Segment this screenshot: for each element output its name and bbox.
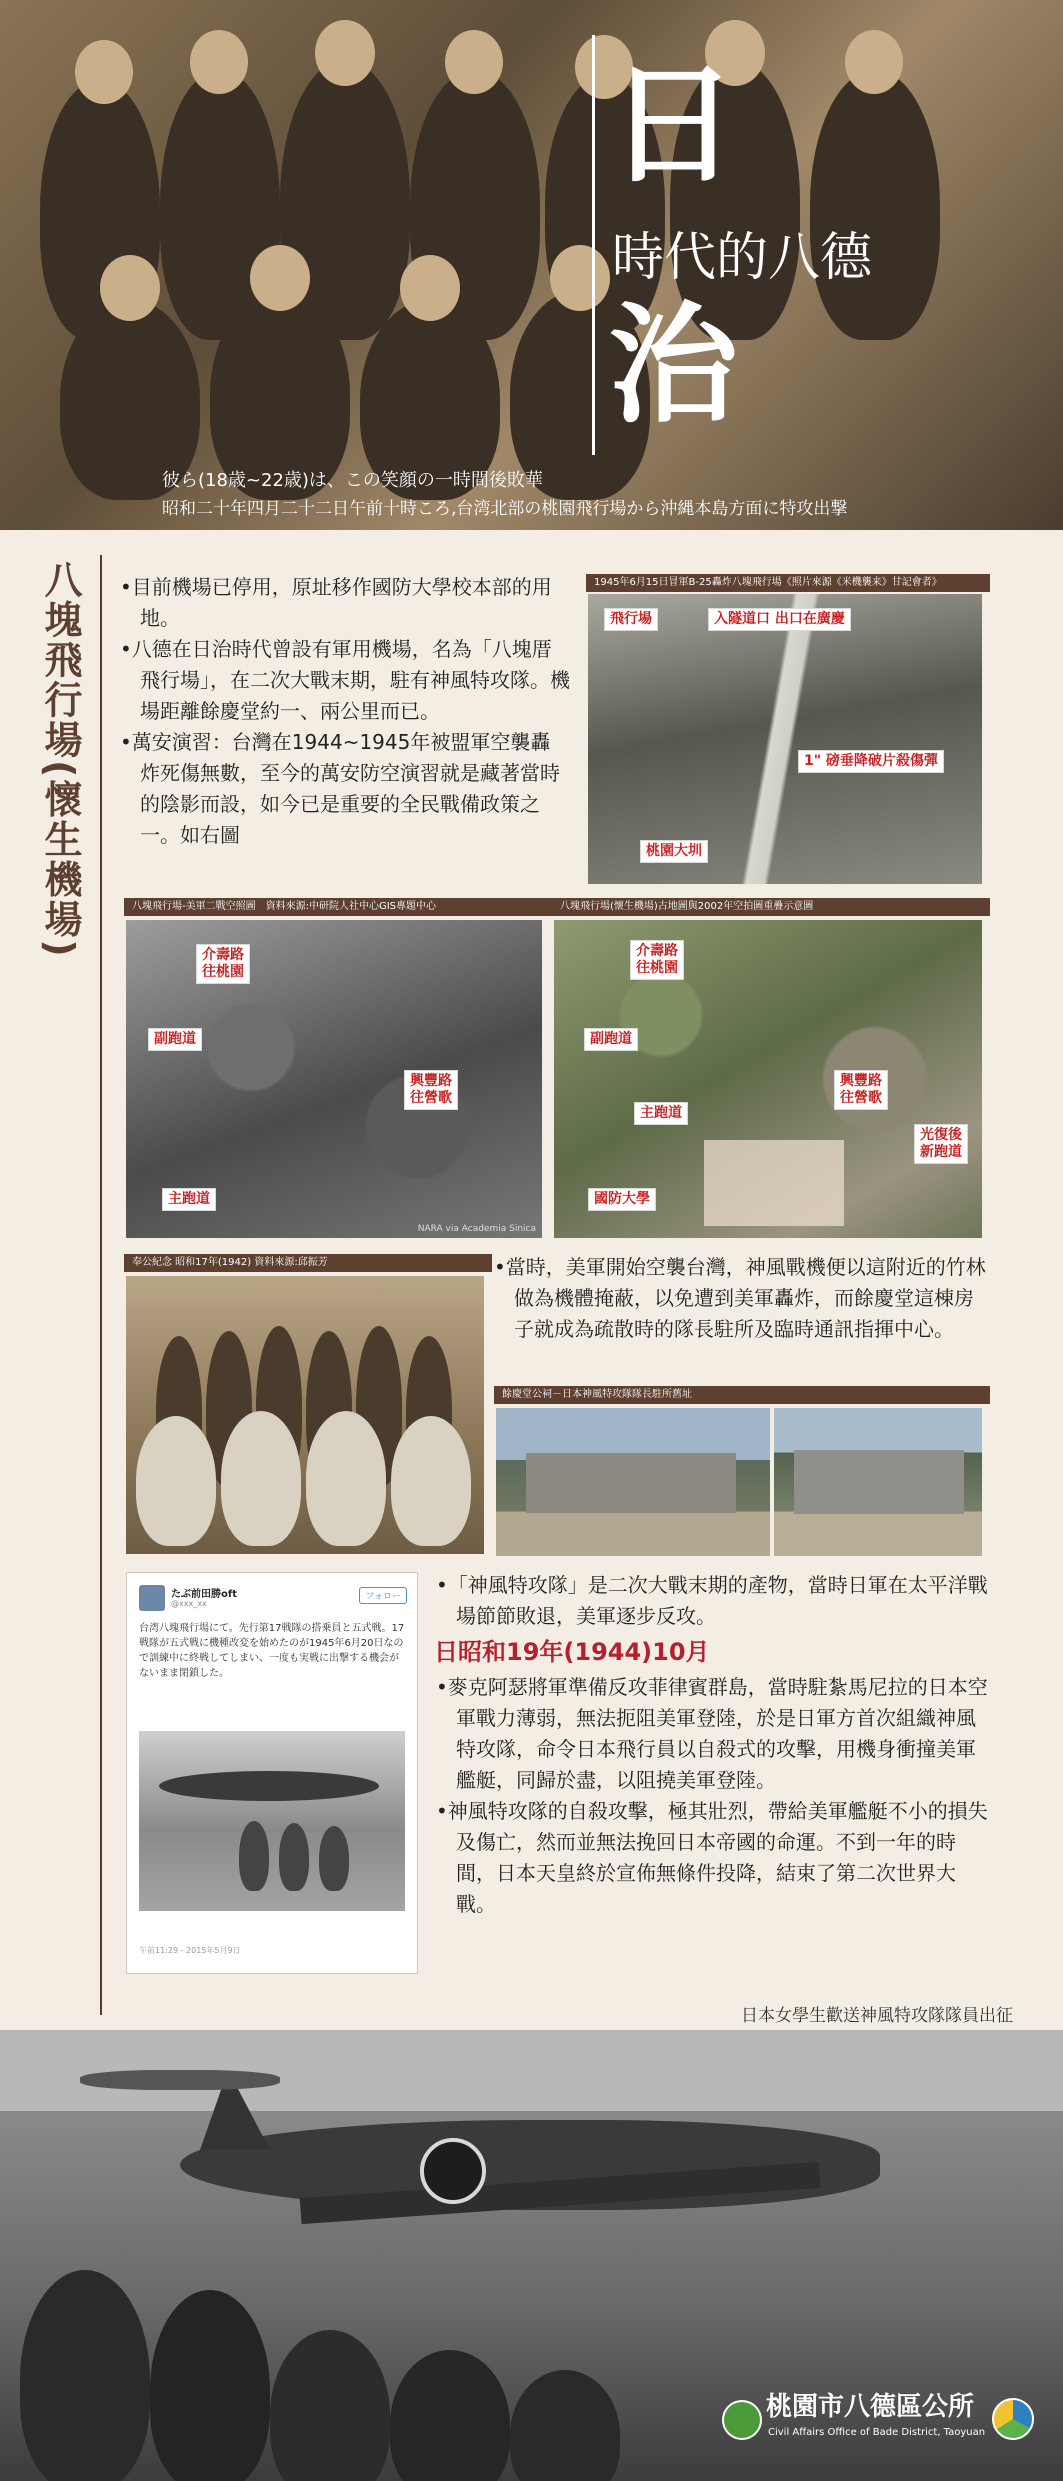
intro-bullet-2: •八德在日治時代曾設有軍用機場，名為「八塊厝飛行場」，在二次大戰末期，駐有神風特攻隊。機場距離餘慶堂約一、兩公里而已。	[120, 637, 570, 723]
intro-bullet-1: •目前機場已停用，原址移作國防大學校本部的用地。	[120, 575, 552, 630]
house-photo-caption: 餘慶堂公祠－日本神風特攻隊隊長駐所舊址	[494, 1386, 990, 1404]
tweet-text: 台湾八塊飛行場にて。先行第17戦隊の搭乗員と五式戦。17戦隊が五式戦に機種改変を始めたのが1945年6月20日なので訓練中に終戦してしまい、一度も実戦に出撃する機会がないまま閉鎖した。	[139, 1623, 405, 1679]
header-title-bottom: 治	[608, 289, 739, 441]
taoyuan-city-logo-icon	[992, 2398, 1034, 2440]
oblique-tag-bomb: 1" 磅垂降破片殺傷彈	[798, 750, 944, 773]
satellite-tag-new-runway: 光復後 新跑道	[914, 1124, 968, 1164]
header-title-sub: 時代的八德	[612, 228, 873, 288]
aerial-tag-xingfeng: 興豐路 往營歌	[404, 1070, 458, 1110]
oblique-tag-canal: 桃園大圳	[640, 840, 708, 863]
satellite-tag-ndu: 國防大學	[588, 1188, 656, 1211]
header-title-top: 日	[608, 49, 739, 201]
plane-roundel	[420, 2138, 486, 2204]
kamikaze-bullet: •「神風特攻隊」是二次大戰末期的產物，當時日軍在太平洋戰場節節敗退，美軍逐步反攻。	[436, 1573, 988, 1628]
house-photo-left	[496, 1408, 770, 1556]
intro-bullets	[120, 572, 570, 851]
satellite-overlay-photo	[554, 920, 982, 1238]
house-photo-right	[774, 1408, 982, 1556]
satellite-photo-caption: 八塊飛行場(懷生機場)古地圖與2002年空拍圖重疊示意圖	[552, 898, 990, 916]
lower-bullets-2	[436, 1672, 988, 1920]
suicide-attack-bullet: •神風特攻隊的自殺攻擊，極其壯烈，帶給美軍艦艇不小的損失及傷亡，然而並無法挽回日本帝國的命運。不到一年的時間，日本天皇終於宣佈無條件投降，結束了第二次世界大戰。	[436, 1799, 988, 1916]
tweet-photo	[139, 1731, 405, 1911]
tweet-footer: 午前11:29 - 2015年5月9日	[139, 1946, 241, 1955]
aerial-photo-caption: 八塊飛行場-美軍二戰空照圖 資料來源:中研院人社中心GIS專題中心	[124, 898, 552, 916]
header-title-divider	[592, 35, 595, 455]
middle-bullet: •當時，美軍開始空襲台灣，神風戰機便以這附近的竹林做為機體掩蔽，以免遭到美軍轟炸，而餘慶堂這棟房子就成為疏散時的隊長駐所及臨時通訊指揮中心。	[494, 1255, 986, 1341]
tweet-username: たぶ前田勝oft	[171, 1589, 238, 1600]
lower-bullets-1	[436, 1570, 988, 1632]
tweet-follow-button[interactable]: フォロー	[359, 1587, 407, 1604]
section-divider-line	[100, 555, 102, 2015]
tweet-avatar	[139, 1585, 165, 1611]
oblique-photo-caption: 1945年6月15日冒軍B-25轟炸八塊飛行場《照片來源《米機襲来》甘記會者》	[586, 574, 990, 592]
satellite-tag-xingfeng: 興豐路 往營歌	[834, 1070, 888, 1110]
district-office-name: 桃園市八德區公所	[766, 2392, 975, 2422]
oblique-tag-tunnel: 入隧道口 出口在廣慶	[708, 608, 851, 631]
aerial-tag-jieshou: 介壽路 往桃園	[196, 944, 250, 984]
tweet-handle: @xxx_xx	[171, 1599, 207, 1608]
aerial-tag-main-runway: 主跑道	[162, 1188, 216, 1211]
middle-bullets	[494, 1252, 988, 1345]
district-office-english: Civil Affairs Office of Bade District, Taoyuan	[768, 2427, 986, 2438]
header-group-photo	[0, 0, 1063, 530]
intro-bullet-3: •萬安演習：台灣在1944~1945年被盟軍空襲轟炸死傷無數，至今的萬安防空演習就是藏著當時的陰影而設，如今已是重要的全民戰備政策之一。如右圖	[120, 730, 560, 847]
satellite-runway-overlay	[704, 1140, 844, 1226]
section-vertical-title-text: 八塊飛行場(懷生機場)	[38, 560, 82, 959]
bottom-photo-caption: 日本女學生歡送神風特攻隊隊員出征	[741, 2006, 1013, 2026]
aerial-wwii-photo	[126, 920, 542, 1238]
aerial-tag-secondary-runway: 副跑道	[148, 1028, 202, 1051]
header-photo-caption-1: 彼ら(18歳~22歳)は、この笑顔の一時間後敗華	[162, 470, 543, 491]
date-heading: 日昭和19年(1944)10月	[434, 1638, 710, 1666]
aerial-credit: NARA via Academia Sinica	[417, 1224, 536, 1234]
section-vertical-title	[38, 560, 88, 959]
group-portrait-photo	[126, 1276, 484, 1554]
satellite-tag-secondary-runway: 副跑道	[584, 1028, 638, 1051]
far-plane	[80, 2070, 280, 2090]
macarthur-bullet: •麥克阿瑟將軍準備反攻菲律賓群島，當時駐紮馬尼拉的日本空軍戰力薄弱，無法扼阻美軍登陸，於是日軍方首次組織神風特攻隊，命令日本飛行員以自殺式的攻擊，用機身衝撞美軍艦艇，同歸於盡，以阻撓美軍登陸。	[436, 1675, 988, 1792]
satellite-tag-jieshou: 介壽路 往桃園	[630, 940, 684, 980]
oblique-aerial-photo	[588, 594, 982, 884]
group-photo-caption: 奉公紀念 昭和17年(1942) 資料來源:邱振芳	[124, 1254, 492, 1272]
district-office-logo	[720, 2388, 1040, 2458]
header-photo-caption-2: 昭和二十年四月二十二日午前十時ころ,台湾北部の桃園飛行場から沖縄本島方面に特攻出撃	[162, 499, 848, 519]
tweet-card	[126, 1572, 418, 1974]
satellite-tag-main-runway: 主跑道	[634, 1102, 688, 1125]
district-emblem-icon	[722, 2400, 762, 2440]
oblique-tag-airfield: 飛行場	[604, 608, 658, 631]
